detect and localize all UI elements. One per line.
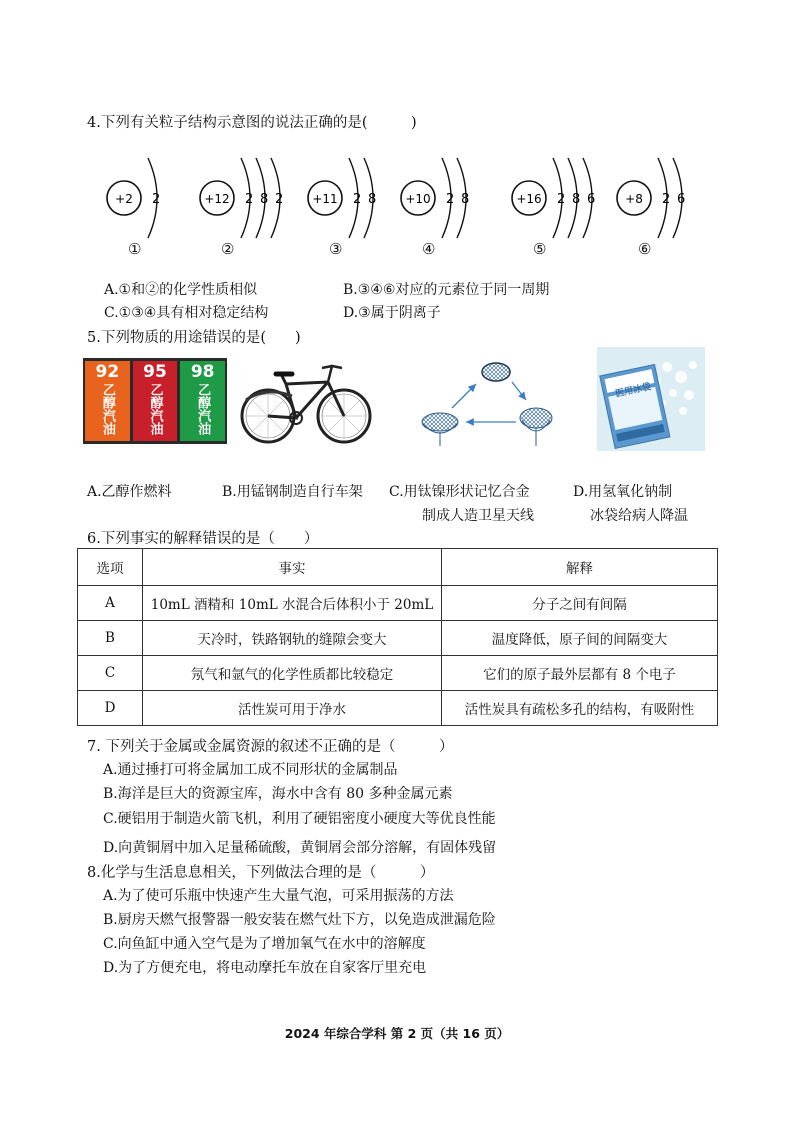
ice-bag-label: 医用冰袋 xyxy=(614,382,652,400)
fuel-grade-text: 乙醇汽油 xyxy=(99,383,115,435)
q4-option-b: B.③④⑥对应的元素位于同一周期 xyxy=(343,282,550,298)
atom-diagram xyxy=(199,150,289,245)
nucleus-charge: +16 xyxy=(516,192,542,206)
q8-stem: 8.化学与生活息息相关，下列做法合理的是（ ） xyxy=(87,865,435,881)
atom-label: ④ xyxy=(422,240,436,258)
electron-count: 2 xyxy=(245,192,254,207)
row-c-option: C xyxy=(78,656,143,691)
q7-option-a: A.通过捶打可将金属加工成不同形状的金属制品 xyxy=(103,762,398,778)
q8-option-b: B.厨房天燃气报警器一般安装在燃气灶下方，以免造成泄漏危险 xyxy=(103,912,496,928)
ice-bag-image xyxy=(597,347,705,451)
fuel-grade-number: 98 xyxy=(190,362,215,382)
table-row xyxy=(78,621,718,656)
fuel-grade-label xyxy=(85,361,130,441)
electron-count: 2 xyxy=(446,192,455,207)
q5-option-c-line1: C.用钛镍形状记忆合金 xyxy=(389,484,530,500)
q4-option-a: A.①和②的化学性质相似 xyxy=(104,282,258,298)
row-b-fact: 天冷时，铁路钢轨的缝隙会变大 xyxy=(143,621,442,656)
q5-option-d-line1: D.用氢氧化钠制 xyxy=(573,484,673,500)
header-fact: 事实 xyxy=(143,549,442,586)
nucleus-charge: +2 xyxy=(115,192,133,206)
q7-stem: 7. 下列关于金属或金属资源的叙述不正确的是（ ） xyxy=(87,739,454,755)
q6-stem: 6.下列事实的解释错误的是（ ） xyxy=(87,531,319,547)
nucleus-charge: +11 xyxy=(312,192,338,206)
ethanol-gasoline-image xyxy=(83,358,227,444)
row-d-explanation: 活性炭具有疏松多孔的结构，有吸附性 xyxy=(442,691,718,726)
atom-diagram xyxy=(400,150,490,245)
table-header-row xyxy=(78,549,718,586)
q7-option-d: D.向黄铜屑中加入足量稀硫酸，黄铜屑会部分溶解，有固体残留 xyxy=(103,840,497,856)
row-d-fact: 活性炭可用于净水 xyxy=(143,691,442,726)
atom-label: ① xyxy=(128,240,142,258)
q8-option-a: A.为了使可乐瓶中快速产生大量气泡，可采用振荡的方法 xyxy=(103,888,454,904)
q4-option-c: C.①③④具有相对稳定结构 xyxy=(104,305,269,321)
fuel-grade-number: 95 xyxy=(143,362,167,382)
table-row xyxy=(78,586,718,621)
electron-count: 8 xyxy=(461,192,470,207)
electron-count: 2 xyxy=(275,192,284,207)
atom-label: ② xyxy=(221,240,235,258)
bicycle-image xyxy=(236,356,376,448)
nucleus-charge: +10 xyxy=(405,192,431,206)
table-row xyxy=(78,656,718,691)
electron-count: 6 xyxy=(587,192,596,207)
atom-diagram xyxy=(307,150,397,245)
electron-count: 2 xyxy=(152,192,161,207)
electron-count: 8 xyxy=(572,192,581,207)
row-b-option: B xyxy=(78,621,143,656)
q5-option-b: B.用锰钢制造自行车架 xyxy=(222,484,363,500)
q4-option-d: D.③属于阴离子 xyxy=(343,305,441,321)
electron-count: 2 xyxy=(353,192,362,207)
electron-count: 6 xyxy=(677,192,686,207)
header-explanation: 解释 xyxy=(442,549,718,586)
atom-diagram xyxy=(106,150,196,245)
electron-count: 2 xyxy=(662,192,671,207)
q5-stem: 5.下列物质的用途错误的是( ) xyxy=(87,330,301,346)
q8-option-c: C.向鱼缸中通入空气是为了增加氧气在水中的溶解度 xyxy=(103,936,426,952)
q5-option-d-line2: 冰袋给病人降温 xyxy=(590,508,688,524)
electron-count: 2 xyxy=(557,192,566,207)
fuel-grade-text: 乙醇汽油 xyxy=(147,383,163,435)
atom-diagram xyxy=(616,150,706,245)
row-a-fact: 10mL 酒精和 10mL 水混合后体积小于 20mL xyxy=(143,586,442,621)
row-a-explanation: 分子之间有间隔 xyxy=(442,586,718,621)
q5-option-a: A.乙醇作燃料 xyxy=(87,484,172,500)
shape-memory-antenna-diagram xyxy=(418,358,556,448)
facts-table xyxy=(77,548,718,726)
electron-count: 8 xyxy=(260,192,269,207)
row-d-option: D xyxy=(78,691,143,726)
header-option: 选项 xyxy=(78,549,143,586)
q7-option-b: B.海洋是巨大的资源宝库，海水中含有 80 多种金属元素 xyxy=(103,786,453,802)
q4-stem: 4.下列有关粒子结构示意图的说法正确的是( ) xyxy=(87,115,417,131)
row-b-explanation: 温度降低，原子间的间隔变大 xyxy=(442,621,718,656)
row-a-option: A xyxy=(78,586,143,621)
fuel-grade-label xyxy=(180,361,225,441)
fuel-grade-number: 92 xyxy=(95,362,120,382)
q5-option-c-line2: 制成人造卫星天线 xyxy=(422,508,534,524)
row-c-explanation: 它们的原子最外层都有 8 个电子 xyxy=(442,656,718,691)
atom-label: ③ xyxy=(329,240,343,258)
page-footer: 2024 年综合学科 第 2 页（共 16 页） xyxy=(284,1026,510,1041)
electron-count: 8 xyxy=(368,192,377,207)
table-row xyxy=(78,691,718,726)
nucleus-charge: +12 xyxy=(204,192,230,206)
q8-option-d: D.为了方便充电，将电动摩托车放在自家客厅里充电 xyxy=(103,960,427,976)
atom-label: ⑤ xyxy=(533,240,547,258)
atom-diagram xyxy=(511,150,601,245)
row-c-fact: 氖气和氩气的化学性质都比较稳定 xyxy=(143,656,442,691)
fuel-grade-label xyxy=(133,361,178,441)
fuel-grade-text: 乙醇汽油 xyxy=(195,383,211,435)
nucleus-charge: +8 xyxy=(625,192,643,206)
q7-option-c: C.硬铝用于制造火箭飞机，利用了硬铝密度小硬度大等优良性能 xyxy=(103,811,496,827)
atom-label: ⑥ xyxy=(638,240,652,258)
